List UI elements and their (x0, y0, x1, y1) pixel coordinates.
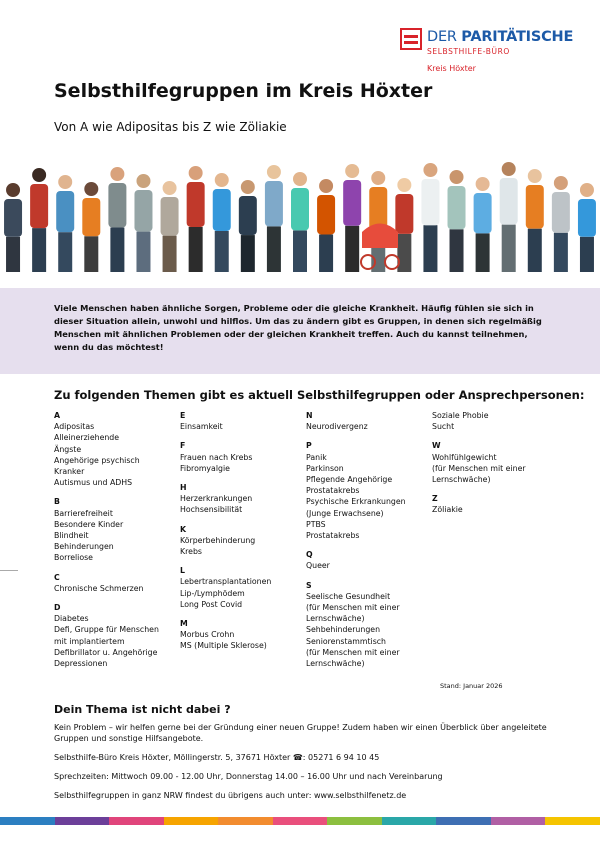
person-figure (578, 183, 596, 272)
page-subtitle: Von A wie Adipositas bis Z wie Zöliakie (54, 120, 287, 134)
person-figure (552, 176, 570, 272)
date-note: Stand: Januar 2026 (440, 682, 503, 690)
theme-item: Herzerkrankungen (180, 494, 253, 504)
theme-item: Depressionen (54, 659, 108, 669)
office-hours: Sprechzeiten: Mittwoch 09.00 - 12.00 Uhr, Donnerstag 14.00 – 16.00 Uhr und nach Vereinbarung (54, 772, 443, 781)
theme-letter: A (54, 411, 61, 420)
theme-item: (Junge Erwachsene) (306, 508, 384, 518)
person-figure (82, 182, 100, 272)
person-figure (500, 162, 518, 272)
theme-letter: W (432, 441, 441, 451)
theme-item: (für Menschen mit einer (306, 603, 400, 613)
theme-item: Soziale Phobie (432, 411, 489, 420)
theme-item: Lebertransplantationen (180, 577, 272, 587)
person-figure (56, 175, 74, 272)
theme-item: Behinderungen (54, 542, 114, 552)
color-stripe (436, 817, 491, 825)
theme-item: Ängste (54, 444, 82, 454)
themes-heading: Zu folgenden Themen gibt es aktuell Selbsthilfegruppen oder Ansprechpersonen: (54, 388, 585, 402)
theme-item: Seelische Gesundheit (306, 591, 391, 601)
theme-item: Blindheit (54, 531, 89, 541)
color-stripe (109, 817, 164, 825)
theme-item: Lernschwäche) (306, 614, 365, 624)
theme-letter: M (180, 619, 188, 629)
theme-item: Fibromyalgie (180, 463, 230, 473)
theme-item: Prostatakrebs (306, 531, 360, 541)
theme-item: Morbus Crohn (180, 630, 235, 640)
intro-text: Viele Menschen haben ähnliche Sorgen, Probleme oder die gleiche Krankheit. Häufig fühlen sie sich in dieser Situation allein, unwohl und hilflos. Um das zu ändern gibt es Gruppen, in denen sich regelmäßig Menschen mit ähnlichen Problemen oder der gleichen Krankheit treffen. Auch du kannst teilnehmen, wenn du das möchtest! (54, 303, 542, 352)
theme-letter: N (306, 411, 313, 420)
paritaetische-logo (400, 24, 580, 80)
theme-item: Long Post Covid (180, 599, 243, 609)
theme-item: Parkinson (306, 463, 344, 473)
person-figure (134, 174, 152, 272)
theme-item: Adipositas (54, 422, 95, 432)
person-figure (526, 169, 544, 272)
color-stripe (382, 817, 437, 825)
person-figure (108, 167, 126, 272)
contact-address: Selbsthilfe-Büro Kreis Höxter, Möllingerstr. 5, 37671 Höxter ☎: 05271 6 94 10 45 (54, 753, 380, 762)
theme-item: Lip-/Lymphödem (180, 588, 245, 598)
theme-item: Queer (306, 561, 330, 571)
theme-item: Hochsensibilität (180, 505, 243, 515)
theme-item: Krebs (180, 547, 202, 557)
theme-item: MS (Multiple Sklerose) (180, 641, 267, 651)
logo-region: Kreis Höxter (427, 64, 476, 73)
theme-item: Defi, Gruppe für Menschen (54, 625, 159, 635)
themes-column-2 (180, 410, 271, 652)
page-title: Selbsthilfegruppen im Kreis Höxter (54, 80, 433, 102)
theme-item: Besondere Kinder (54, 519, 124, 529)
person-figure (4, 183, 22, 272)
theme-item: Zöliakie (432, 505, 463, 515)
theme-letter: P (306, 441, 312, 451)
theme-letter: Z (432, 494, 438, 504)
person-figure (448, 170, 466, 272)
theme-letter: L (180, 566, 185, 576)
person-figure (421, 163, 439, 272)
fold-mark (0, 570, 18, 571)
person-figure (317, 179, 335, 272)
logo-mark-icon (400, 28, 422, 50)
color-stripe (491, 817, 546, 825)
theme-item: Einsamkeit (180, 422, 223, 432)
theme-item: Panik (306, 452, 327, 462)
question-heading: Dein Thema ist nicht dabei ? (54, 703, 231, 716)
color-stripe (0, 817, 55, 825)
theme-item: Sucht (432, 422, 455, 432)
theme-item: Seniorenstammtisch (306, 636, 386, 646)
theme-item: (für Menschen mit einer (432, 463, 526, 473)
color-stripe (164, 817, 219, 825)
color-stripe (327, 817, 382, 825)
person-figure (343, 164, 361, 272)
theme-item: Barrierefreiheit (54, 508, 113, 518)
theme-item: Angehörige psychisch (54, 455, 140, 465)
theme-item: Wohlfühlgewicht (432, 452, 497, 462)
theme-item: Pflegende Angehörige (306, 475, 393, 485)
theme-item: Prostatakrebs (306, 486, 360, 496)
theme-letter: H (180, 483, 187, 493)
theme-item: Autismus und ADHS (54, 478, 133, 488)
theme-letter: B (54, 497, 60, 507)
theme-item: Defibrillator u. Angehörige (54, 647, 158, 657)
person-figure (265, 165, 283, 272)
themes-column-1 (54, 410, 159, 669)
color-stripe (55, 817, 110, 825)
theme-item: Sehbehinderungen (306, 625, 381, 635)
logo-wordmark: DER PARITÄTISCHE (427, 29, 574, 45)
themes-column-3 (306, 410, 406, 669)
theme-item: Alleinerziehende (54, 433, 120, 443)
theme-item: mit implantiertem (54, 636, 125, 646)
theme-item: Neurodivergenz (306, 422, 368, 432)
themes-column-4 (432, 410, 526, 516)
info-text: Kein Problem – wir helfen gerne bei der Gründung einer neuen Gruppe! Zudem haben wir einen Überblick über angeleitete Gruppen und sonstige Hilfsangebote. (54, 723, 547, 743)
person-figure (291, 172, 309, 272)
person-figure (187, 166, 205, 272)
person-figure (30, 168, 48, 272)
theme-letter: D (54, 603, 61, 613)
people-illustration (0, 160, 600, 275)
logo-subline: SELBSTHILFE-BÜRO (427, 47, 510, 56)
theme-item: (für Menschen mit einer (306, 647, 400, 657)
theme-item: PTBS (306, 519, 326, 529)
website-note: Selbsthilfegruppen in ganz NRW findest du übrigens auch unter: www.selbsthilfenetz.de (54, 791, 407, 800)
theme-letter: C (54, 572, 60, 582)
theme-item: Chronische Schmerzen (54, 583, 144, 593)
theme-item: Borreliose (54, 553, 93, 563)
person-figure (161, 181, 179, 272)
color-stripe (545, 817, 600, 825)
theme-item: Lernschwäche) (306, 659, 365, 669)
person-figure (213, 173, 231, 272)
theme-letter: E (180, 411, 186, 420)
theme-item: Körperbehinderung (180, 535, 256, 545)
theme-item: Kranker (54, 467, 85, 477)
theme-item: Diabetes (54, 614, 89, 624)
theme-item: Frauen nach Krebs (180, 452, 253, 462)
theme-item: Psychische Erkrankungen (306, 497, 406, 507)
theme-letter: S (306, 580, 312, 590)
theme-letter: F (180, 441, 186, 451)
color-stripe (218, 817, 273, 825)
color-stripe (273, 817, 328, 825)
theme-item: Lernschwäche) (432, 475, 491, 485)
person-figure (239, 180, 257, 272)
person-figure (474, 177, 492, 272)
theme-letter: K (180, 524, 187, 534)
theme-letter: Q (306, 550, 313, 560)
